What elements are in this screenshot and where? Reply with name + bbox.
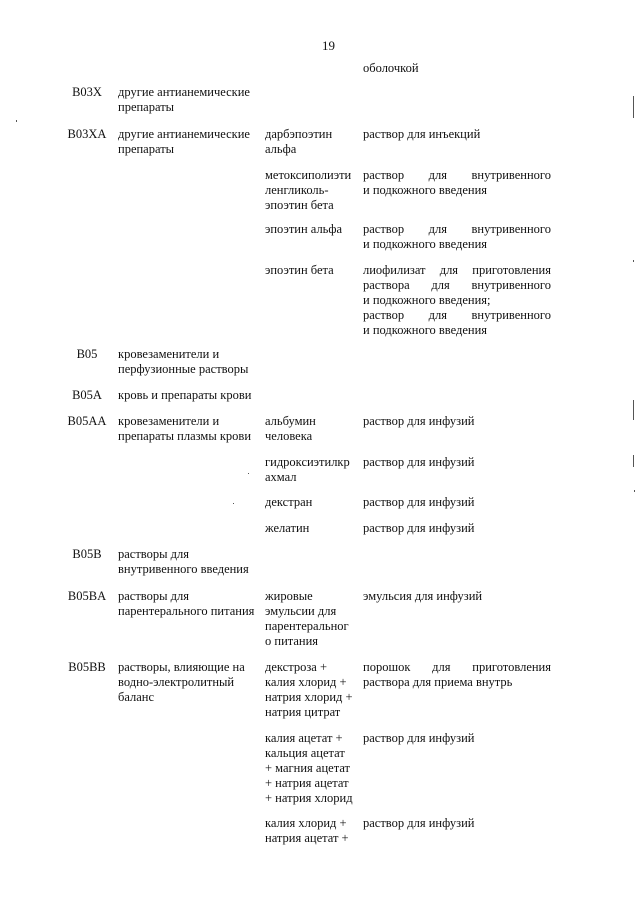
dosage-form: [363, 127, 551, 142]
group-name-line: другие антианемические: [118, 85, 250, 99]
group-name-line: перфузионные растворы: [118, 362, 249, 376]
group-name-line: растворы, влияющие на: [118, 660, 245, 674]
continuation-text: оболочкой: [363, 61, 419, 75]
dosage-form: [363, 495, 551, 510]
atc-code: B05BA: [67, 589, 107, 603]
dosage-form-line: и подкожного введения: [363, 237, 488, 251]
dosage-form-line: раствор для инфузий: [363, 521, 475, 535]
dosage-form-line: порошок для приготовления: [363, 660, 551, 674]
drug-name-line: жировые: [265, 589, 313, 603]
drug-name-line: эпоэтин бета: [265, 263, 334, 277]
dosage-form: [363, 660, 551, 690]
drug-name-line: ленгликоль-: [265, 183, 329, 197]
drug-name-line: желатин: [265, 521, 310, 535]
drug-name-line: эпоэтин бета: [265, 198, 334, 212]
dosage-form: [363, 589, 551, 604]
dosage-form: [363, 168, 551, 198]
group-name-line: препараты плазмы крови: [118, 429, 252, 443]
group-name-line: препараты: [118, 142, 175, 156]
scan-artifact: [633, 455, 634, 467]
drug-name-line: альбумин: [265, 414, 316, 428]
drug-name-line: натрия ацетат +: [265, 831, 349, 845]
scan-artifact: [634, 490, 635, 492]
drug-name-line: человека: [265, 429, 313, 443]
group-name-line: кровь и препараты крови: [118, 388, 252, 402]
drug-name-line: натрия хлорид +: [265, 690, 353, 704]
drug-name-line: кальция ацетат: [265, 746, 345, 760]
scan-artifact: [248, 473, 249, 474]
scan-artifact: [633, 96, 634, 118]
drug-name-line: калия ацетат +: [265, 731, 343, 745]
atc-code: B05BB: [68, 660, 106, 674]
dosage-form-line: раствор для инфузий: [363, 495, 475, 509]
scan-artifact: [16, 120, 17, 122]
atc-code: B05AA: [67, 414, 107, 428]
drug-name-line: + натрия ацетат: [265, 776, 349, 790]
drug-name-line: декстроза +: [265, 660, 327, 674]
dosage-form-line: и подкожного введения;: [363, 293, 491, 307]
dosage-form-line: раствор для инфузий: [363, 816, 475, 830]
dosage-form-line: и подкожного введения: [363, 323, 488, 337]
atc-code: B05B: [72, 547, 102, 561]
drug-name-line: альфа: [265, 142, 297, 156]
dosage-form-line: раствор для инъекций: [363, 127, 481, 141]
drug-name-line: о питания: [265, 634, 319, 648]
dosage-form: [363, 414, 551, 429]
atc-code: B03X: [72, 85, 102, 99]
drug-name-line: декстран: [265, 495, 313, 509]
scan-artifact: [633, 400, 634, 420]
drug-name-line: + натрия хлорид: [265, 791, 353, 805]
dosage-form-line: раствор для внутривенного: [363, 308, 551, 322]
page-number: 19: [322, 38, 335, 53]
group-name-line: растворы для: [118, 547, 189, 561]
scan-artifact: [233, 503, 234, 504]
group-name-line: водно-электролитный: [118, 675, 235, 689]
group-name-line: баланс: [118, 690, 155, 704]
group-name-line: внутривенного введения: [118, 562, 249, 576]
group-name-line: кровезаменители и: [118, 414, 220, 428]
drug-name-line: гидроксиэтилкр: [265, 455, 350, 469]
dosage-form-line: раствор для внутривенного: [363, 168, 551, 182]
drug-name-line: калия хлорид +: [265, 675, 347, 689]
dosage-form-line: и подкожного введения: [363, 183, 488, 197]
dosage-form: [363, 521, 551, 536]
drug-name-line: эпоэтин альфа: [265, 222, 343, 236]
dosage-form-line: раствора для приема внутрь: [363, 675, 513, 689]
dosage-form: [363, 455, 551, 470]
group-name-line: препараты: [118, 100, 175, 114]
scan-artifact: [633, 260, 634, 262]
drug-name-line: парентеральног: [265, 619, 349, 633]
atc-code: B05A: [72, 388, 102, 402]
drug-name-line: метоксиполиэти: [265, 168, 352, 182]
drug-name-line: натрия цитрат: [265, 705, 341, 719]
drug-name-line: ахмал: [265, 470, 297, 484]
dosage-form: [363, 263, 551, 338]
dosage-form-line: раствор для инфузий: [363, 414, 475, 428]
dosage-form-line: раствора для внутривенного: [363, 278, 551, 292]
dosage-form: [363, 222, 551, 252]
drug-name-line: дарбэпоэтин: [265, 127, 333, 141]
drug-name-line: + магния ацетат: [265, 761, 351, 775]
dosage-form-line: лиофилизат для приготовления: [363, 263, 551, 277]
atc-code: B03XA: [67, 127, 107, 141]
dosage-form-line: эмульсия для инфузий: [363, 589, 483, 603]
dosage-form: [363, 816, 551, 831]
group-name-line: кровезаменители и: [118, 347, 220, 361]
drug-name-line: эмульсии для: [265, 604, 337, 618]
drug-name-line: калия хлорид +: [265, 816, 347, 830]
group-name-line: растворы для: [118, 589, 189, 603]
dosage-form-line: раствор для инфузий: [363, 731, 475, 745]
group-name-line: парентерального питания: [118, 604, 255, 618]
group-name-line: другие антианемические: [118, 127, 250, 141]
atc-code: B05: [76, 347, 98, 361]
dosage-form-line: раствор для внутривенного: [363, 222, 551, 236]
dosage-form-line: раствор для инфузий: [363, 455, 475, 469]
dosage-form: [363, 731, 551, 746]
